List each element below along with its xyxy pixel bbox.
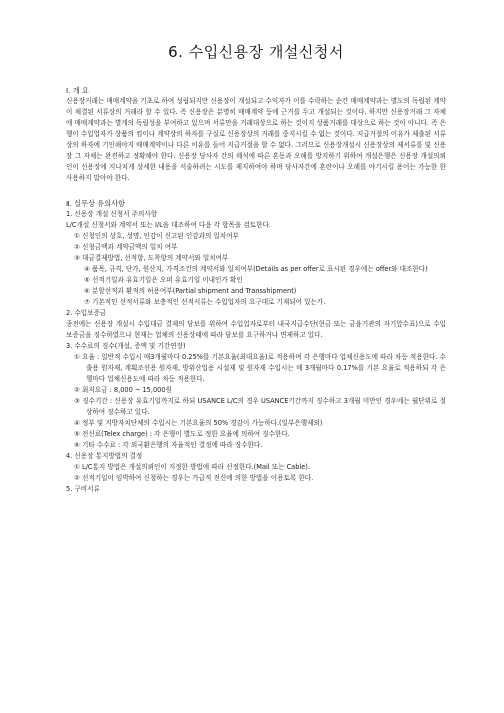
section-2-line: 2. 수입보증금 bbox=[66, 309, 107, 317]
section-1-body: 신용장거래는 매매계약을 기초로 하여 성립되지만 신용장이 개설되고 수익자가 이를 수락하는 순간 매매계약과는 별도의 독립된 계약이 체결된 서류상의 거래라 할 수 있다. 즉 신용장은 분명히 매매계약 등에 근거를 두고 개설되는 것이다. 하지만 신용장거래 그 자체에 매매계약과는 별개의 독립성을 부여하고 있으며 서류만을 거래대상으로 하는 것이지 상품거래를 대상으로 하는 것이 아니다. 즉 은행이 수입업자가 상품의 컴이나 계약상의 하자를 구실로 신용장상의 거래를 중지시킬 수 없는 것이다. 지급거절의 이유가 제출된 서류상의 하자에 기인해야지 매매계약이나 다른 이유를 들어 지급거절을 할 수 없다. 그러므로 신용장개설시 신용장상의 제서류를 및 신용장 그 자체는 완전하고 정확해야 한다. 신용장 당사자 간의 해석에 따른 혼동과 오해를 방지하기 위하여 개설은행은 신용장 개설의뢰인이 신용장에 지나치게 상세한 내용을 서술하려는 시도를 제지하여야 하며 당사자간에 혼란이나 오해를 야기시킬 용어는 가능한 한 사용하지 말아야 한다. bbox=[66, 97, 446, 182]
section-2-line: ④ 정부 및 지방자치단체의 수입시는 기본요율의 50% 경감이 가능하다.(일부은행제외) bbox=[74, 419, 323, 427]
section-2-line: ④ 품목, 규격, 단가, 원산지, 가격조건의 계약서와 일치여부(Details as per offer로 표시된 경우에는 offer와 대조한다) bbox=[84, 265, 428, 273]
page-title: 6. 수입신용장 개설신청서 bbox=[168, 43, 344, 61]
section-2-line: ⑤ 선적기일과 유효기일은 오퍼 유효기일 이내인가 확인 bbox=[84, 276, 243, 284]
section-2-line: ⑤ 전신료(Telex charge) : 각 은행이 별도로 정한 요율에 의하여 징수한다. bbox=[74, 430, 290, 438]
section-2-line: 4. 신용장 통지방법의 결정 bbox=[66, 452, 143, 460]
section-2-heading: Ⅱ. 실무상 유의사항 bbox=[66, 199, 125, 208]
section-2-line: 1. 신용장 개설 신청서 주의사항 bbox=[66, 210, 158, 218]
section-2-line: ③ 대금결제방법, 선적항, 도착항의 계약서와 일치여부 bbox=[74, 254, 229, 262]
section-2-content bbox=[66, 209, 446, 495]
section-2-line: L/C개설 신청서와 계약서 또는 I/L을 대조하여 다음 각 항목을 검토한다. bbox=[66, 221, 271, 229]
section-2-line: 3. 수수료의 징수(개설, 증액 및 기간연장) bbox=[66, 342, 186, 350]
section-2-line: ③ 징수기간 : 신용장 유효기일까지로 하되 USANCE L/C의 경우 USANCE기간까지 징수하고 3개월 미만인 경우에는 월단위로 절상하여 징수하고 있다. bbox=[74, 397, 446, 416]
section-2-line: ② 최저요금 : 8,000 ~ 15,000원 bbox=[74, 386, 172, 394]
section-2-line: 5. 구비서류 bbox=[66, 485, 100, 493]
section-2-line: ① 신청인의 상호, 성명, 인감이 신고된 인감과의 일치여부 bbox=[74, 232, 239, 240]
section-2-line: ① 요율 : 일반적 수입시 매3개월마다 0.25%를 기본요율(최대요율)로 적용하며 각 은행마다 업체신용도에 따라 차등 적용한다. 수출용 원자재, 계획조선용 원자재, 방위산업용 시설재 및 원자재 수입시는 매 3개월마다 0.17%를 기본 요율로 적용하되 각 은행마다 업체신용도에 따라 차등 적용한다. bbox=[74, 353, 446, 383]
section-2-line: ⑥ 기타 수수료 : 각 외국환은행의 자율적인 결정에 따라 징수한다. bbox=[74, 441, 263, 449]
section-2-line: ② 신청금액과 계약금액의 일치 여부 bbox=[74, 243, 178, 251]
section-2-line: ⑦ 기본적인 선적서류와 보충적인 선적서류는 수입업자의 요구대로 기재되어 있는가. bbox=[84, 298, 326, 306]
section-1-heading: Ⅰ. 개 요 bbox=[66, 86, 89, 95]
section-2-line: 종전에는 신용장 개설시 수입대금 결제의 담보를 위하여 수입업자로부터 내국지급수단(현금 또는 금융기관의 자기앞수표)으로 수입보증금을 징수하였으나 현재는 업체의 신용상태에 따라 담보를 요구하거나 면제하고 있다. bbox=[66, 320, 446, 339]
section-2-line: ⑥ 분할선적과 환적의 허용여부(Partial shipment and Transshipment) bbox=[84, 287, 297, 295]
section-2-line: ② 선적기일이 임박하여 신청하는 경우는 가급적 전신에 의한 방법을 이용토록 한다. bbox=[74, 474, 314, 482]
section-2-line: ① L/C통지 방법은 개설의뢰인이 지정한 방법에 따라 선정한다.(Mail 또는 Cable). bbox=[74, 463, 310, 471]
